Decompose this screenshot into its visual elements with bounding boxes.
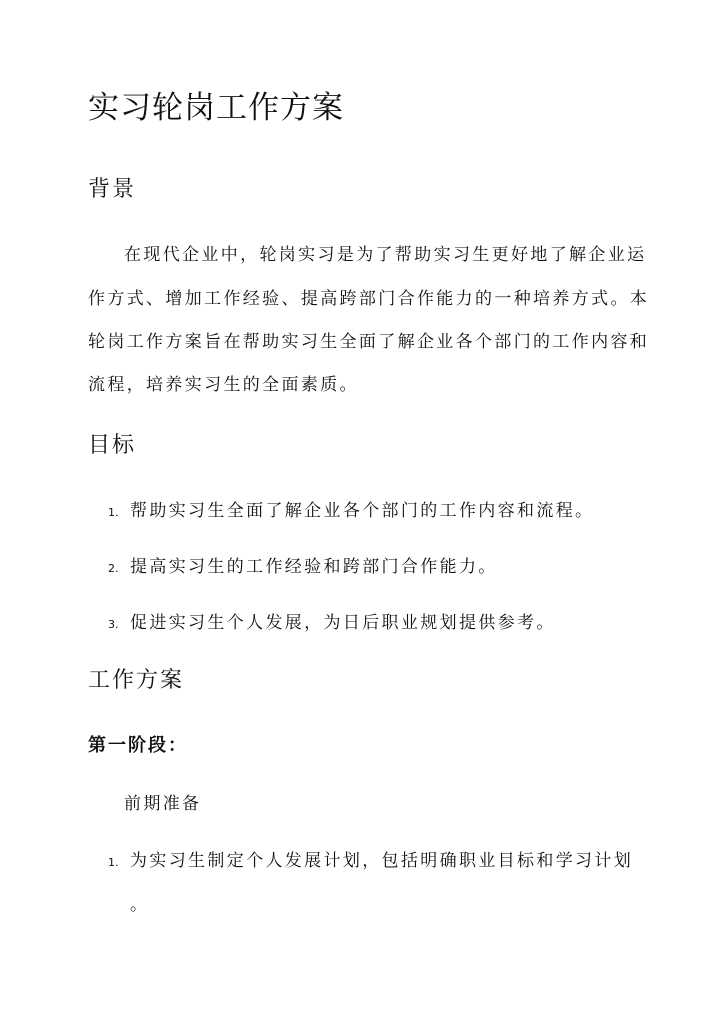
list-item: 帮助实习生全面了解企业各个部门的工作内容和流程。 bbox=[130, 501, 595, 521]
document-title: 实习轮岗工作方案 bbox=[88, 90, 344, 126]
list-item-continuation: 。 bbox=[130, 895, 150, 915]
paragraph-line: 流程，培养实习生的全面素质。 bbox=[88, 375, 359, 395]
list-item-number: 2. bbox=[108, 562, 119, 575]
list-item: 提高实习生的工作经验和跨部门合作能力。 bbox=[130, 557, 498, 577]
phase-heading: 第一阶段： bbox=[88, 735, 188, 756]
list-item-number: 1. bbox=[108, 506, 119, 519]
section-heading-plan: 工作方案 bbox=[88, 668, 185, 693]
section-heading-goals: 目标 bbox=[88, 433, 137, 458]
paragraph-line: 在现代企业中，轮岗实习是为了帮助实习生更好地了解企业运 bbox=[124, 245, 647, 265]
list-item: 为实习生制定个人发展计划，包括明确职业目标和学习计划 bbox=[130, 851, 634, 871]
list-item-number: 1. bbox=[108, 856, 119, 869]
list-item-number: 3. bbox=[108, 618, 119, 631]
paragraph-line: 作方式、增加工作经验、提高跨部门合作能力的一种培养方式。本 bbox=[88, 289, 650, 309]
phase-subheading: 前期准备 bbox=[124, 794, 202, 814]
list-item: 促进实习生个人发展，为日后职业规划提供参考。 bbox=[130, 613, 556, 633]
paragraph-line: 轮岗工作方案旨在帮助实习生全面了解企业各个部门的工作内容和 bbox=[88, 332, 650, 352]
section-heading-background: 背景 bbox=[88, 177, 137, 202]
